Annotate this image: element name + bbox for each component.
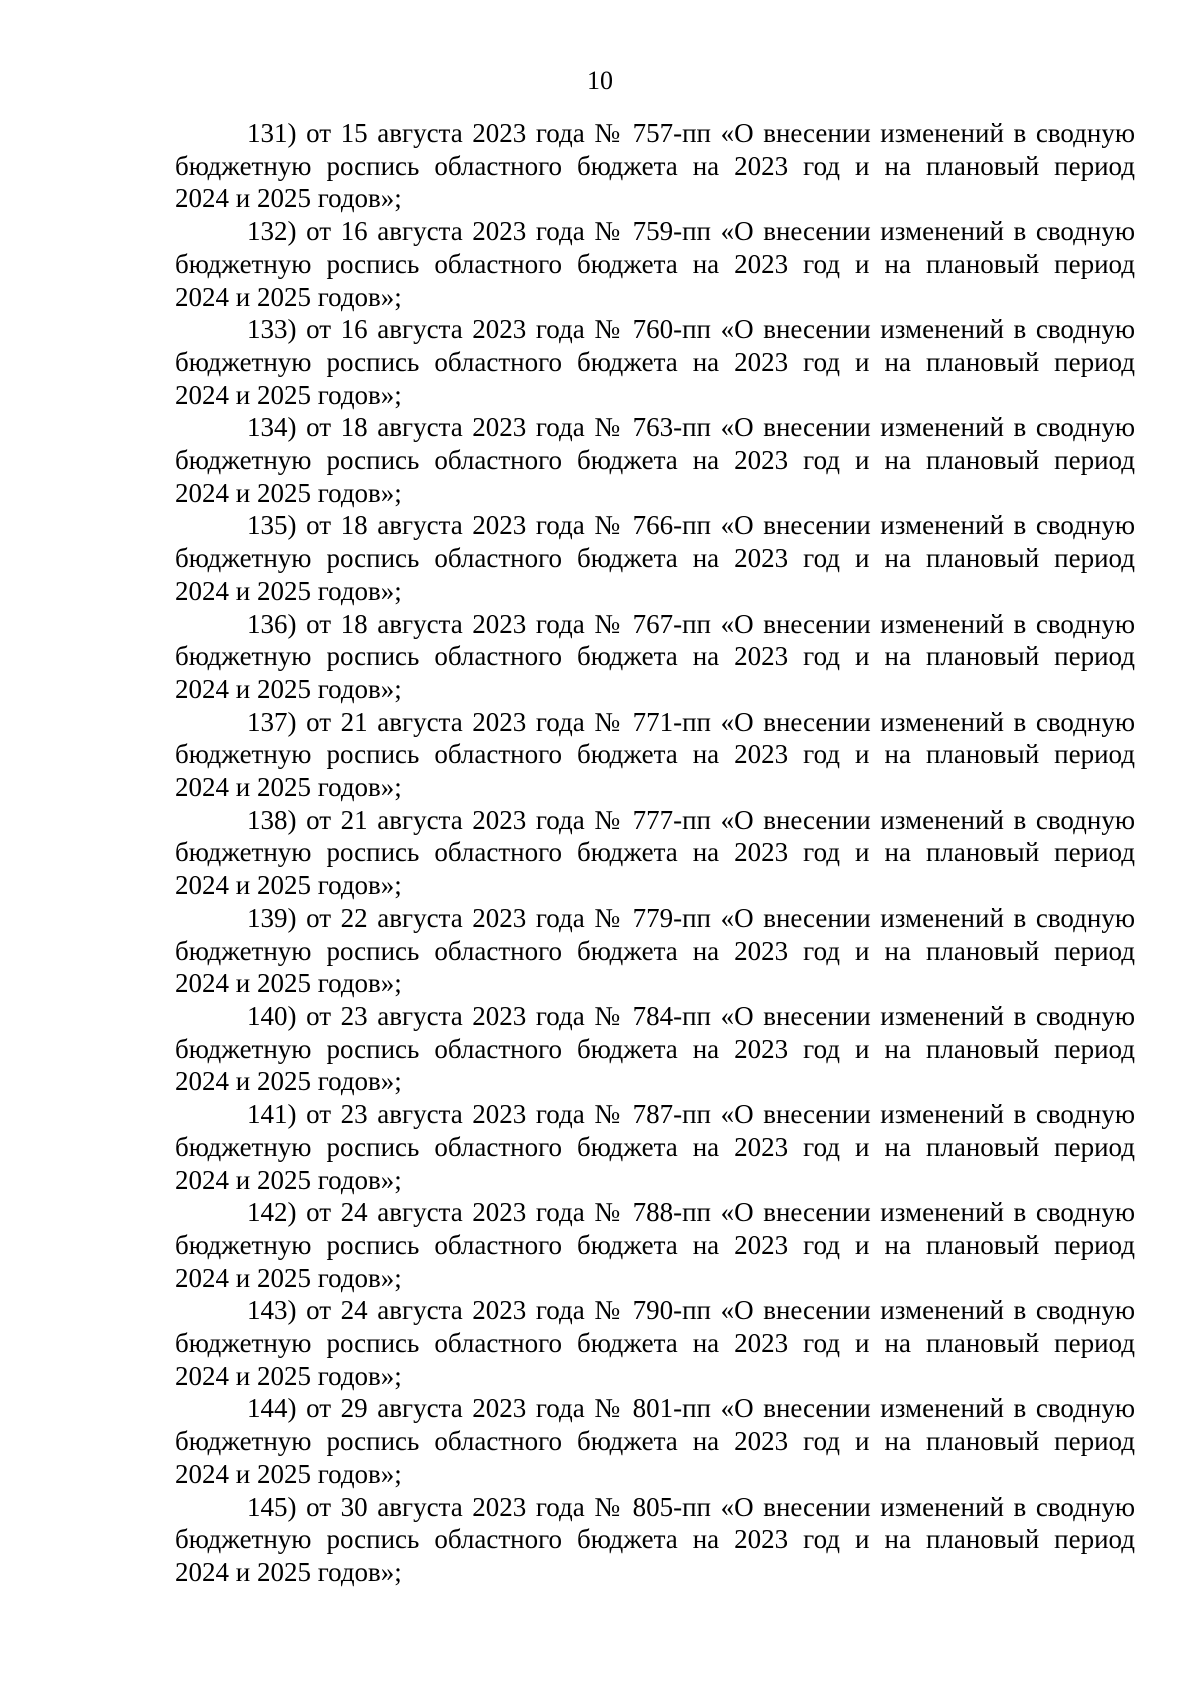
- list-item-line: бюджетную роспись областного бюджета на 2023 год и на плановый период: [175, 739, 1135, 770]
- list-item-line: 2024 и 2025 годов»;: [175, 1066, 402, 1097]
- list-item-line: бюджетную роспись областного бюджета на 2023 год и на плановый период: [175, 935, 1135, 966]
- list-item-line: 131) от 15 августа 2023 года № 757-пп «О внесении изменений в сводную: [247, 118, 1135, 148]
- list-item-line: 141) от 23 августа 2023 года № 787-пп «О внесении изменений в сводную: [247, 1099, 1135, 1130]
- list-item-line: 2024 и 2025 годов»;: [175, 1164, 402, 1195]
- list-item-line: 142) от 24 августа 2023 года № 788-пп «О внесении изменений в сводную: [247, 1197, 1135, 1228]
- list-item: [175, 902, 1135, 1000]
- list-item-line: 2024 и 2025 годов»;: [175, 575, 402, 606]
- list-item-line: 134) от 18 августа 2023 года № 763-пп «О внесении изменений в сводную: [247, 412, 1135, 443]
- list-item-line: бюджетную роспись областного бюджета на 2023 год и на плановый период: [175, 346, 1135, 377]
- list-item: [175, 1491, 1135, 1589]
- list-item-line: бюджетную роспись областного бюджета на 2023 год и на плановый период: [175, 445, 1135, 476]
- list-item-line: бюджетную роспись областного бюджета на 2023 год и на плановый период: [175, 543, 1135, 574]
- list-item-line: 139) от 22 августа 2023 года № 779-пп «О внесении изменений в сводную: [247, 902, 1135, 933]
- list-item-line: 2024 и 2025 годов»;: [175, 968, 402, 999]
- list-item: [175, 608, 1135, 706]
- page-number: 10: [587, 66, 613, 95]
- list-item-line: 135) от 18 августа 2023 года № 766-пп «О внесении изменений в сводную: [247, 510, 1135, 541]
- list-item: [175, 1098, 1135, 1196]
- list-item-line: 2024 и 2025 годов»;: [175, 281, 402, 312]
- list-item-line: бюджетную роспись областного бюджета на 2023 год и на плановый период: [175, 248, 1135, 279]
- list-item-line: 2024 и 2025 годов»;: [175, 1556, 402, 1587]
- list-item: [175, 1392, 1135, 1490]
- list-item: [175, 411, 1135, 509]
- list-item: [175, 1196, 1135, 1294]
- list-item-line: 2024 и 2025 годов»;: [175, 772, 402, 803]
- list-item: [175, 509, 1135, 607]
- list-item-line: 144) от 29 августа 2023 года № 801-пп «О внесении изменений в сводную: [247, 1393, 1135, 1424]
- list-item-line: бюджетную роспись областного бюджета на 2023 год и на плановый период: [175, 1229, 1135, 1260]
- list-item: [175, 1000, 1135, 1098]
- list-item-line: бюджетную роспись областного бюджета на 2023 год и на плановый период: [175, 1131, 1135, 1162]
- list-item-line: 143) от 24 августа 2023 года № 790-пп «О внесении изменений в сводную: [247, 1295, 1135, 1326]
- list-item-line: 136) от 18 августа 2023 года № 767-пп «О внесении изменений в сводную: [247, 608, 1135, 639]
- list-item: [175, 706, 1135, 804]
- list-item-line: бюджетную роспись областного бюджета на 2023 год и на плановый период: [175, 1328, 1135, 1359]
- list-item-line: 2024 и 2025 годов»;: [175, 183, 402, 214]
- list-item-line: 2024 и 2025 годов»;: [175, 870, 402, 901]
- list-item-line: бюджетную роспись областного бюджета на 2023 год и на плановый период: [175, 1033, 1135, 1064]
- list-item: [175, 804, 1135, 902]
- list-item-line: 140) от 23 августа 2023 года № 784-пп «О внесении изменений в сводную: [247, 1000, 1135, 1031]
- list-item-line: 132) от 16 августа 2023 года № 759-пп «О внесении изменений в сводную: [247, 216, 1135, 247]
- list-item: [175, 1294, 1135, 1392]
- list-item-line: 2024 и 2025 годов»;: [175, 1262, 402, 1293]
- list-item-line: 137) от 21 августа 2023 года № 771-пп «О внесении изменений в сводную: [247, 706, 1135, 737]
- decree-list: [175, 117, 1135, 1589]
- list-item-line: бюджетную роспись областного бюджета на 2023 год и на плановый период: [175, 1426, 1135, 1457]
- list-item-line: бюджетную роспись областного бюджета на 2023 год и на плановый период: [175, 150, 1135, 181]
- list-item: [175, 313, 1135, 411]
- list-item: [175, 215, 1135, 313]
- list-item-line: бюджетную роспись областного бюджета на 2023 год и на плановый период: [175, 1524, 1135, 1555]
- list-item-line: 138) от 21 августа 2023 года № 777-пп «О внесении изменений в сводную: [247, 804, 1135, 835]
- list-item-line: 2024 и 2025 годов»;: [175, 673, 402, 704]
- list-item-line: 2024 и 2025 годов»;: [175, 1458, 402, 1489]
- list-item-line: 145) от 30 августа 2023 года № 805-пп «О внесении изменений в сводную: [247, 1491, 1135, 1522]
- list-item: [175, 117, 1135, 215]
- list-item-line: 133) от 16 августа 2023 года № 760-пп «О внесении изменений в сводную: [247, 314, 1135, 345]
- list-item-line: бюджетную роспись областного бюджета на 2023 год и на плановый период: [175, 641, 1135, 672]
- list-item-line: 2024 и 2025 годов»;: [175, 477, 402, 508]
- list-item-line: 2024 и 2025 годов»;: [175, 1360, 402, 1391]
- list-item-line: 2024 и 2025 годов»;: [175, 379, 402, 410]
- list-item-line: бюджетную роспись областного бюджета на 2023 год и на плановый период: [175, 837, 1135, 868]
